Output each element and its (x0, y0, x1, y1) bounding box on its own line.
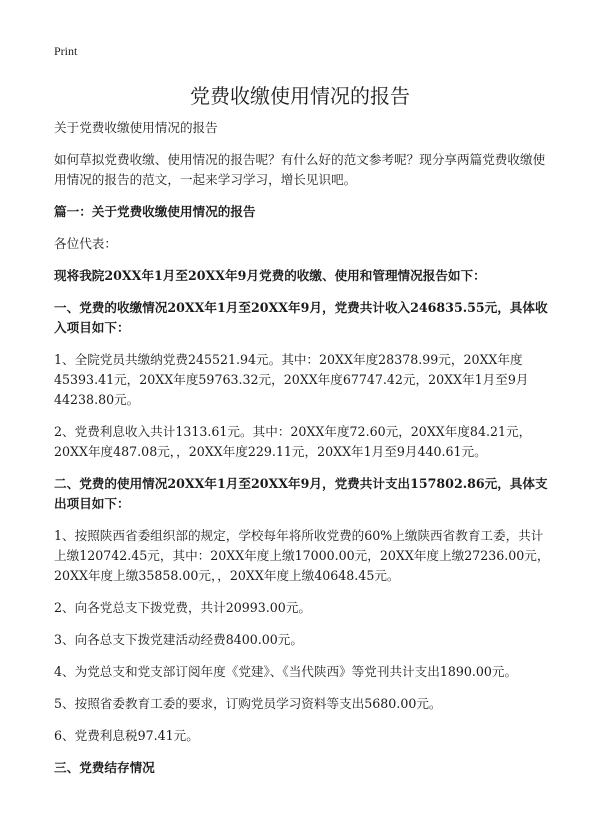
income-item-2: 2、党费利息收入共计1313.61元。其中：20XX年度72.60元，20XX年度84.21元，20XX年度487.08元，，20XX年度229.11元，20XX年1月至9月440.61元。 (54, 424, 532, 459)
expense-item-5: 5、按照省委教育工委的要求，订购党员学习资料等支出5680.00元。 (54, 696, 442, 711)
paragraph-intro: 如何草拟党费收缴、使用情况的报告呢？有什么好的范文参考呢？现分享两篇党费收缴使用情况的报告的范文，一起来学习学习，增长见识吧。 (54, 152, 546, 187)
section-heading-expense: 二、党费的使用情况20XX年1月至20XX年9月，党费共计支出157802.86元，具体支出项目如下： (54, 476, 548, 511)
expense-item-2: 2、向各党总支下拨党费，共计20993.00元。 (54, 600, 312, 615)
expense-item-3: 3、向各总支下拨党建活动经费8400.00元。 (54, 632, 303, 647)
expense-item-1: 1、按照陕西省委组织部的规定，学校每年将所收党费的60%上缴陕西省教育工委，共计上缴120742.45元，其中：20XX年度上缴17000.00元，20XX年度上缴27236.00元，20XX年度上缴35858.00元，，20XX年度上缴40648.45元。 (54, 528, 550, 583)
paragraph-report-lead: 现将我院20XX年1月至20XX年9月党费的收缴、使用和管理情况报告如下： (54, 268, 486, 283)
expense-item-6: 6、党费利息税97.41元。 (54, 728, 199, 743)
document-body (54, 118, 554, 790)
paragraph-subtitle: 关于党费收缴使用情况的报告 (54, 120, 218, 135)
section-heading-income: 一、党费的收缴情况20XX年1月至20XX年9月，党费共计收入246835.55元，具体收入项目如下： (54, 300, 548, 335)
print-label[interactable]: Print (54, 44, 78, 58)
expense-item-4: 4、为党总支和党支部订阅年度《党建》、《当代陕西》等党刊共计支出1890.00元。 (54, 664, 518, 679)
income-item-1: 1、全院党员共缴纳党费245521.94元。其中：20XX年度28378.99元，20XX年度45393.41元，20XX年度59763.32元，20XX年度67747.42元，20XX年1月至9月44238.80元。 (54, 352, 529, 407)
section-heading-part1: 篇一：关于党费收缴使用情况的报告 (54, 204, 256, 219)
paragraph-salutation: 各位代表： (54, 236, 117, 251)
document-title: 党费收缴使用情况的报告 (190, 84, 410, 108)
section-heading-balance: 三、党费结存情况 (54, 760, 155, 775)
